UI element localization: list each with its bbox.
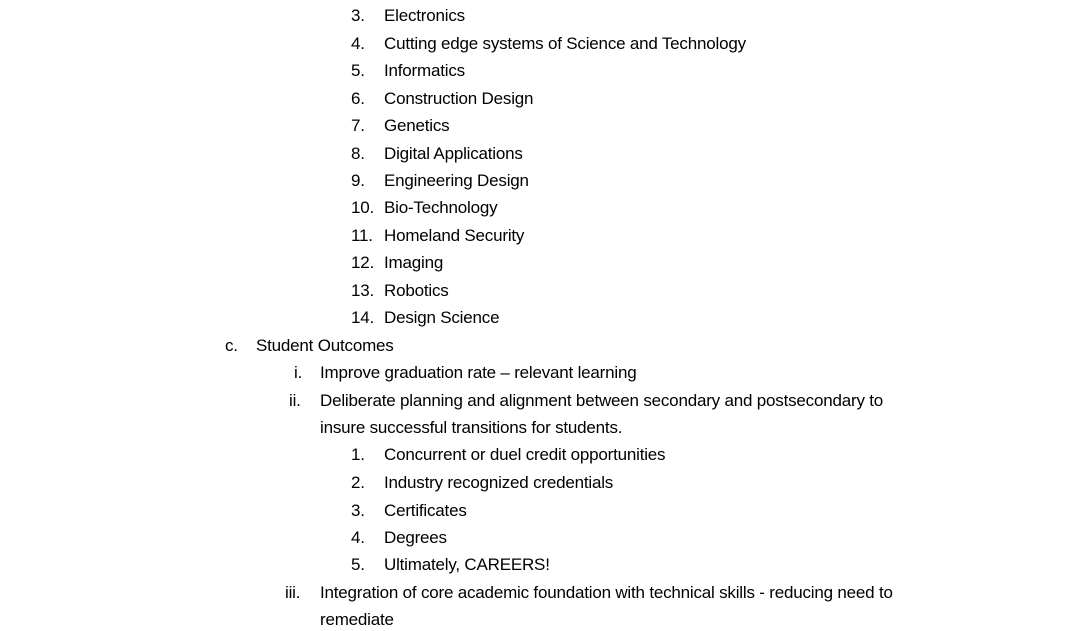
list-item-number: 13. <box>351 281 375 300</box>
list-item-number: 8. <box>351 144 365 163</box>
list-item-number: 4. <box>351 34 365 53</box>
list-item-number: 14. <box>351 308 375 327</box>
list-item-number: 12. <box>351 253 375 272</box>
list-item-text: Electronics <box>384 6 465 25</box>
list-item-number: 5. <box>351 61 365 80</box>
list-item-number: 2. <box>351 473 365 492</box>
roman-marker: i. <box>294 363 303 382</box>
section-marker: c. <box>225 336 238 355</box>
list-item-text: Certificates <box>384 501 467 520</box>
list-item-text: Informatics <box>384 61 465 80</box>
roman-marker: iii. <box>285 583 301 602</box>
outcome-text-line-2: insure successful transitions for students. <box>320 418 623 437</box>
list-item-number: 6. <box>351 89 365 108</box>
list-item-text: Degrees <box>384 528 447 547</box>
outcome-text: Improve graduation rate – relevant learning <box>320 363 637 382</box>
outcome-text-line-2: remediate <box>320 610 394 629</box>
roman-marker: ii. <box>289 391 301 410</box>
list-item-text: Imaging <box>384 253 444 272</box>
list-item-text: Engineering Design <box>384 171 529 190</box>
list-item-number: 11. <box>351 226 373 245</box>
list-item-text: Cutting edge systems of Science and Technology <box>384 34 746 53</box>
outcome-text-line-1: Deliberate planning and alignment between secondary and postsecondary to <box>320 391 884 410</box>
list-item-text: Construction Design <box>384 89 534 108</box>
list-item-number: 1. <box>351 445 365 464</box>
list-item-number: 3. <box>351 6 365 25</box>
list-item-number: 3. <box>351 501 365 520</box>
section-heading-text: Student Outcomes <box>256 336 394 355</box>
list-item-text: Ultimately, CAREERS! <box>384 555 550 574</box>
list-item-text: Homeland Security <box>384 226 525 245</box>
list-item-text: Design Science <box>384 308 500 327</box>
list-item-number: 7. <box>351 116 365 135</box>
list-item-text: Digital Applications <box>384 144 523 163</box>
list-item-text: Industry recognized credentials <box>384 473 614 492</box>
list-item-text: Genetics <box>384 116 450 135</box>
list-item-text: Concurrent or duel credit opportunities <box>384 445 666 464</box>
outcome-text-line-1: Integration of core academic foundation with technical skills - reducing need to <box>320 583 893 602</box>
list-item-number: 10. <box>351 198 375 217</box>
list-item-number: 4. <box>351 528 365 547</box>
list-item-number: 9. <box>351 171 365 190</box>
list-item-text: Robotics <box>384 281 449 300</box>
list-item-text: Bio-Technology <box>384 198 498 217</box>
list-item-number: 5. <box>351 555 365 574</box>
